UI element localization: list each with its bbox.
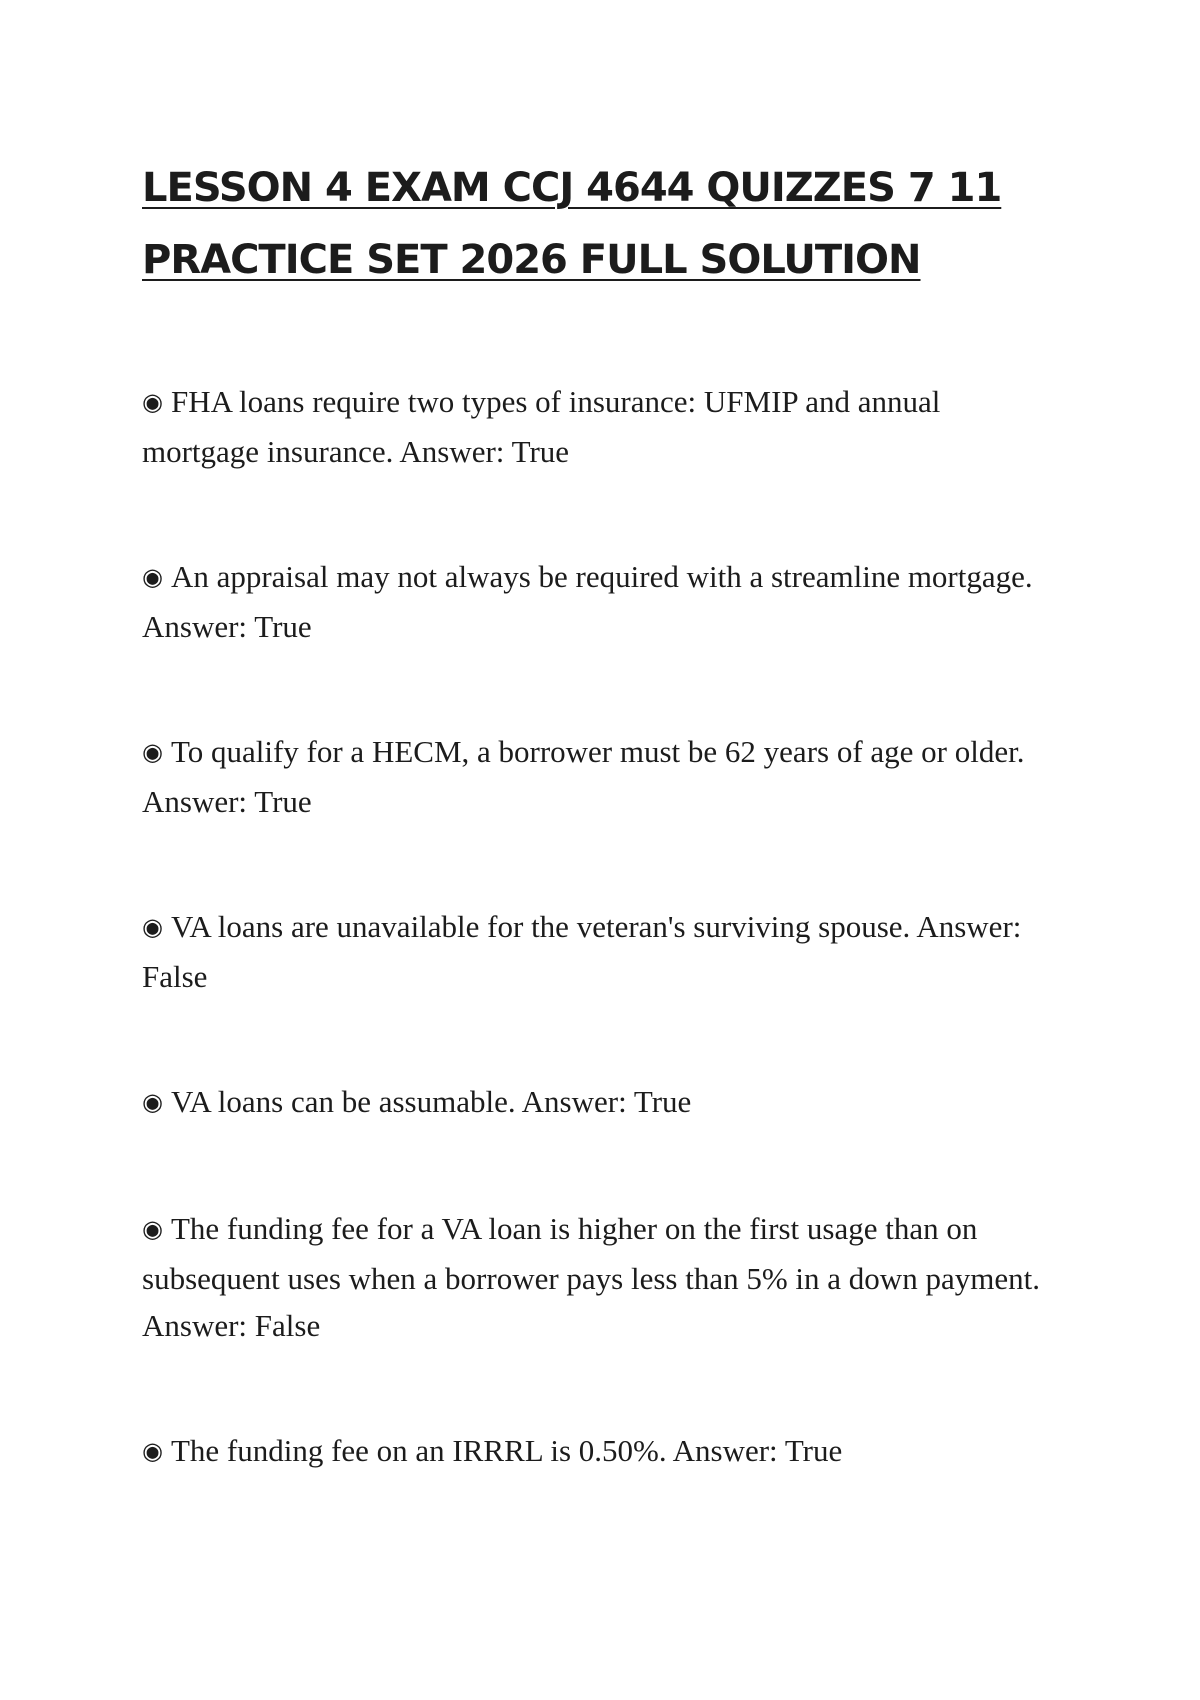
question-text: An appraisal may not always be required with a streamline mortgage. Answer: True [142,559,1033,644]
question-item [142,1205,1042,1349]
radio-bullet-icon: ◉ [142,563,163,591]
radio-bullet-icon: ◉ [142,1437,163,1465]
question-text: The funding fee on an IRRRL is 0.50%. Answer: True [170,1433,843,1468]
radio-bullet-icon: ◉ [142,1215,163,1243]
question-text: To qualify for a HECM, a borrower must be 62 years of age or older. Answer: True [142,734,1025,819]
question-item [142,378,1042,475]
question-text: VA loans can be assumable. Answer: True [170,1084,692,1119]
title-line-1: LESSON 4 EXAM CCJ 4644 QUIZZES 7 11 [142,165,1002,211]
radio-bullet-icon: ◉ [142,1088,163,1116]
question-item [142,1427,1042,1477]
radio-bullet-icon: ◉ [142,388,163,416]
question-item [142,728,1042,825]
page-title [142,152,1062,296]
question-item [142,903,1042,1000]
radio-bullet-icon: ◉ [142,913,163,941]
question-item [142,1078,1042,1128]
question-item [142,553,1042,650]
title-line-2: PRACTICE SET 2026 FULL SOLUTION [142,237,921,283]
question-text: VA loans are unavailable for the veteran's surviving spouse. Answer: False [142,909,1022,994]
question-text: FHA loans require two types of insurance: UFMIP and annual mortgage insurance. Answer: True [142,384,941,469]
radio-bullet-icon: ◉ [142,738,163,766]
question-text: The funding fee for a VA loan is higher on the first usage than on subsequent uses when a borrower pays less than 5% in a down payment. Answer: False [142,1211,1040,1343]
